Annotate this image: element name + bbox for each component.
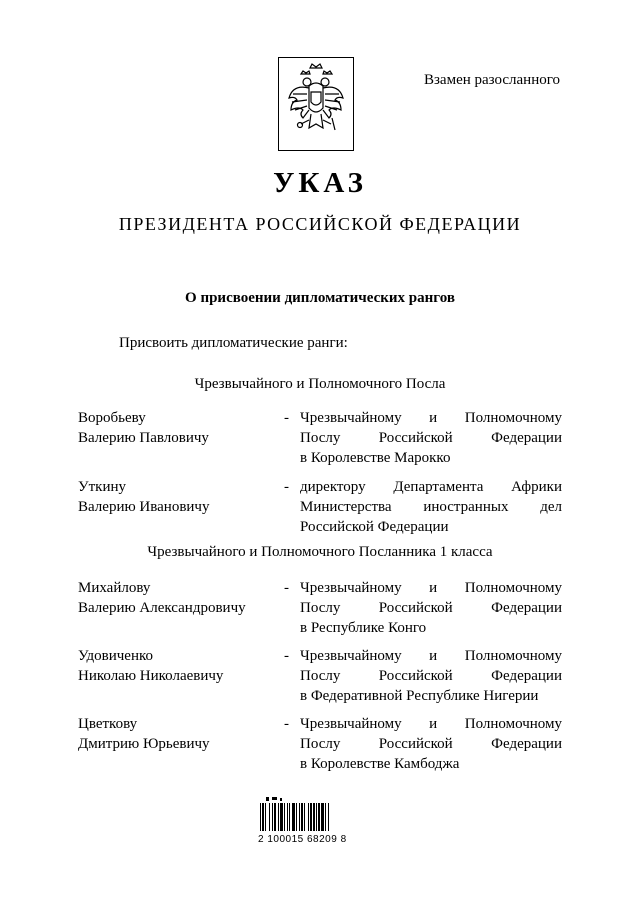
position-line: директору Департамента Африки: [300, 479, 562, 495]
barcode-bar: [272, 803, 273, 831]
barcode-bar: [313, 803, 315, 831]
position-line: Чрезвычайному и Полномочному: [300, 716, 562, 732]
barcode-bar: [289, 803, 290, 831]
position-line: Послу Российской Федерации: [300, 430, 562, 446]
dash: -: [284, 580, 289, 596]
rank-title: Чрезвычайного и Полномочного Посланника 1 класса: [147, 544, 493, 560]
barcode-bar: [321, 803, 324, 831]
position-line: Чрезвычайному и Полномочному: [300, 410, 562, 426]
barcode-bar: [260, 803, 261, 831]
person-name: [78, 578, 278, 618]
barcode-bar: [280, 803, 283, 831]
person-name: [78, 646, 278, 686]
position-line: Послу Российской Федерации: [300, 600, 562, 616]
position: [300, 477, 562, 537]
given-names: Валерию Павловичу: [78, 430, 209, 446]
dash: -: [284, 716, 289, 732]
position-line: Чрезвычайному и Полномочному: [300, 648, 562, 664]
intro-text: Присвоить дипломатические ранги:: [119, 335, 348, 351]
surname: Цветкову: [78, 716, 138, 732]
person-name: [78, 714, 278, 754]
position-line: в Королевстве Камбоджа: [300, 756, 460, 772]
document-subtitle: ПРЕЗИДЕНТА РОССИЙСКОЙ ФЕДЕРАЦИИ: [118, 214, 522, 234]
barcode-bar: [269, 803, 270, 831]
barcode-bar: [308, 803, 309, 831]
dash: -: [284, 479, 289, 495]
position-line: в Федеративной Республике Нигерии: [300, 688, 539, 704]
barcode-bar: [301, 803, 303, 831]
barcode-bar: [304, 803, 305, 831]
position: [300, 408, 562, 468]
barcode-bar: [299, 803, 300, 831]
position-line: в Республике Конго: [300, 620, 427, 636]
barcode-bar: [292, 803, 295, 831]
position-line: Послу Российской Федерации: [300, 668, 562, 684]
dash: -: [284, 648, 289, 664]
person-name: [78, 477, 278, 517]
position-line: Чрезвычайному и Полномочному: [300, 580, 562, 596]
position-line: Российской Федерации: [300, 519, 449, 535]
given-names: Валерию Александровичу: [78, 600, 246, 616]
person-name: [78, 408, 278, 448]
barcode-bar: [265, 803, 266, 831]
document-title: УКАЗ: [273, 167, 367, 199]
barcode-bar: [262, 803, 264, 831]
rank-title: Чрезвычайного и Полномочного Посла: [194, 376, 446, 392]
barcode-bar: [284, 803, 285, 831]
surname: Удовиченко: [78, 648, 154, 664]
given-names: Дмитрию Юрьевичу: [78, 736, 210, 752]
dash: -: [284, 410, 289, 426]
barcode-number: 2 100015 68209 8: [258, 834, 347, 845]
barcode-bar: [274, 803, 276, 831]
given-names: Николаю Николаевичу: [78, 668, 224, 684]
position-line: Послу Российской Федерации: [300, 736, 562, 752]
barcode-bar: [325, 803, 326, 831]
surname: Воробьеву: [78, 410, 146, 426]
barcode-bar: [318, 803, 320, 831]
barcode-bar: [287, 803, 288, 831]
barcode-bar: [278, 803, 279, 831]
surname: Михайлову: [78, 580, 151, 596]
position: [300, 578, 562, 638]
position-line: Министерства иностранных дел: [300, 499, 562, 515]
barcode-bar: [310, 803, 312, 831]
barcode-bar: [296, 803, 297, 831]
surname: Уткину: [78, 479, 127, 495]
russian-coat-of-arms-icon: [278, 57, 354, 151]
barcode-bar: [328, 803, 329, 831]
barcode-bar: [316, 803, 317, 831]
position: [300, 646, 562, 706]
position-line: в Королевстве Марокко: [300, 450, 451, 466]
given-names: Валерию Ивановичу: [78, 499, 210, 515]
replacement-note: Взамен разосланного: [424, 72, 561, 88]
position: [300, 714, 562, 774]
decree-heading: О присвоении дипломатических рангов: [185, 290, 455, 306]
